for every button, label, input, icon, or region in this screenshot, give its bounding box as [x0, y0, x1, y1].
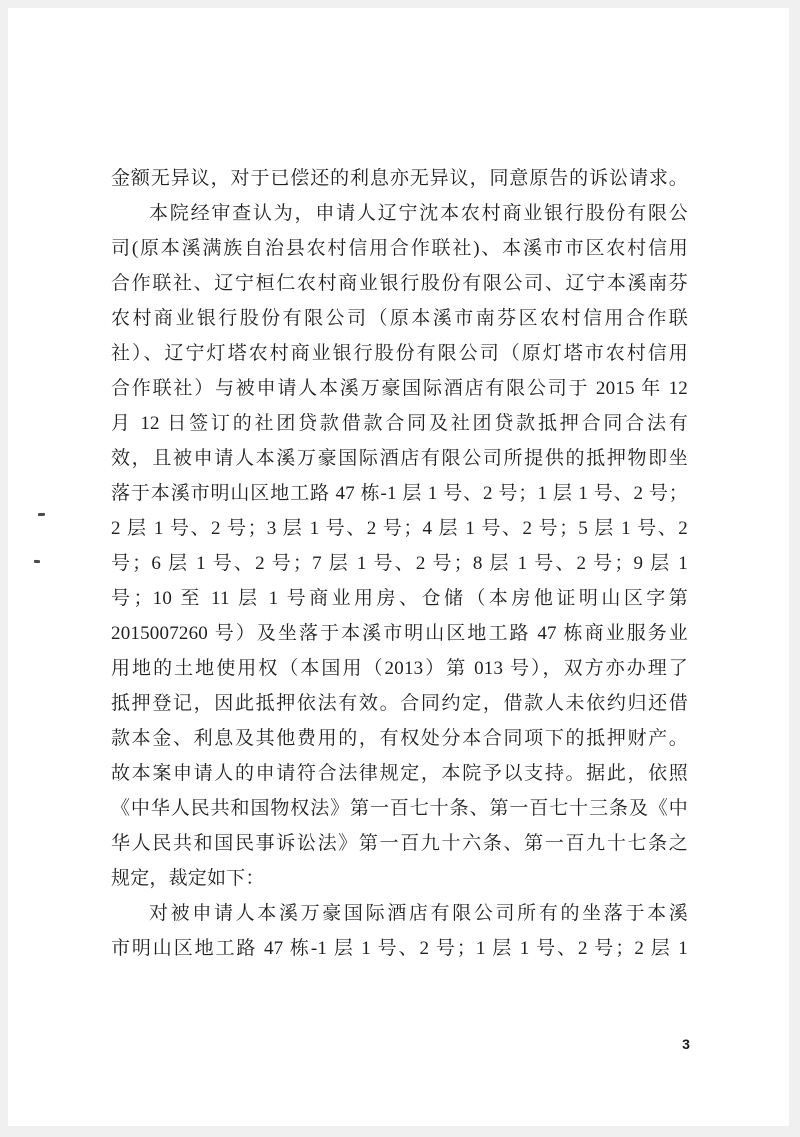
- scan-artifact-mark: [38, 513, 45, 516]
- document-line: 月 12 日签订的社团贷款借款合同及社团贷款抵押合同合法有: [111, 413, 688, 434]
- document-line: 款本金、利息及其他费用的，有权处分本合同项下的抵押财产。: [111, 728, 688, 749]
- ruling-text-body: [111, 161, 688, 966]
- document-line: 合作联社）与被申请人本溪万豪国际酒店有限公司于 2015 年 12: [111, 378, 688, 399]
- document-line: 对被申请人本溪万豪国际酒店有限公司所有的坐落于本溪: [149, 903, 688, 924]
- document-line: 抵押登记，因此抵押依法有效。合同约定，借款人未依约归还借: [111, 693, 688, 714]
- document-line: 合作联社、辽宁桓仁农村商业银行股份有限公司、辽宁本溪南芬: [111, 273, 688, 294]
- document-line: 号；6 层 1 号、2 号；7 层 1 号、2 号；8 层 1 号、2 号；9 层 1: [111, 553, 688, 574]
- document-line: 2015007260 号）及坐落于本溪市明山区地工路 47 栋商业服务业: [111, 623, 688, 644]
- document-line: 本院经审查认为，申请人辽宁沈本农村商业银行股份有限公: [149, 203, 688, 224]
- document-line: 效，且被申请人本溪万豪国际酒店有限公司所提供的抵押物即坐: [111, 448, 688, 469]
- document-line: 规定，裁定如下：: [111, 868, 265, 889]
- document-line: 市明山区地工路 47 栋-1 层 1 号、2 号；1 层 1 号、2 号；2 层 1: [111, 938, 688, 959]
- scan-artifact-mark: [34, 560, 40, 563]
- document-page: [8, 8, 789, 1126]
- document-line: 农村商业银行股份有限公司（原本溪市南芬区农村信用合作联: [111, 308, 688, 329]
- document-line: 2 层 1 号、2 号；3 层 1 号、2 号；4 层 1 号、2 号；5 层 1 号、2: [111, 518, 688, 539]
- document-line: 司(原本溪满族自治县农村信用合作联社)、本溪市市区农村信用: [111, 238, 688, 259]
- document-line: 用地的土地使用权（本国用（2013）第 013 号），双方亦办理了: [111, 658, 688, 679]
- document-line: 华人民共和国民事诉讼法》第一百九十六条、第一百九十七条之: [111, 833, 688, 854]
- document-line: 号；10 至 11 层 1 号商业用房、仓储（本房他证明山区字第: [111, 588, 688, 609]
- document-line: 《中华人民共和国物权法》第一百七十条、第一百七十三条及《中: [111, 798, 688, 819]
- document-line: 金额无异议，对于已偿还的利息亦无异议，同意原告的诉讼请求。: [111, 168, 688, 189]
- page-number: 3: [682, 1036, 690, 1052]
- document-line: 故本案申请人的申请符合法律规定，本院予以支持。据此，依照: [111, 763, 688, 784]
- document-line: 社）、辽宁灯塔农村商业银行股份有限公司（原灯塔市农村信用: [111, 343, 688, 364]
- document-line: 落于本溪市明山区地工路 47 栋-1 层 1 号、2 号；1 层 1 号、2 号；: [111, 483, 688, 504]
